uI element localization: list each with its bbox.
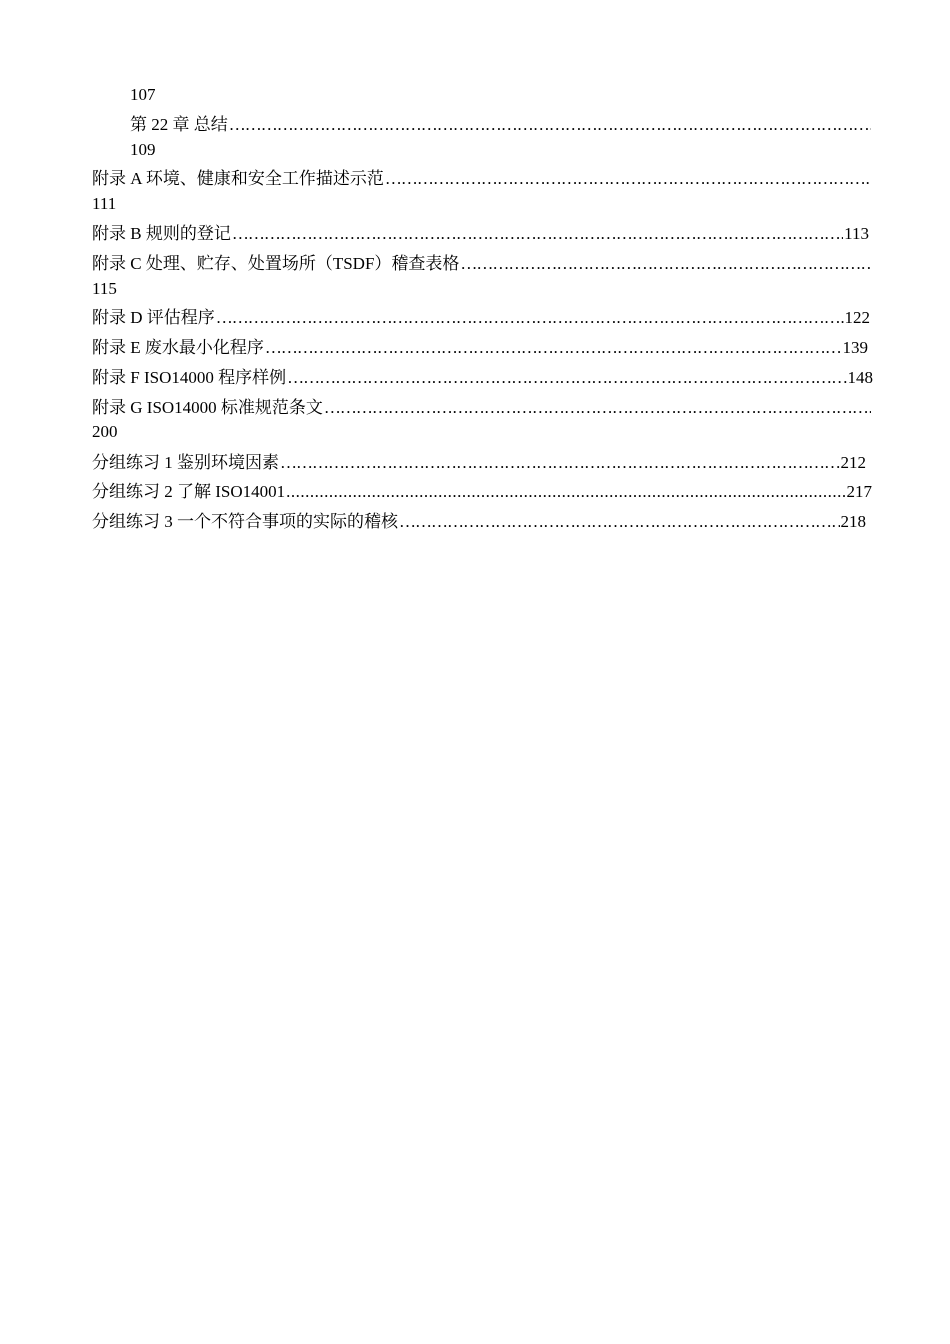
toc-entry-page-number[interactable]: 109 (130, 140, 156, 159)
toc-entry-appendix-g[interactable] (92, 396, 872, 420)
toc-entry-appendix-e[interactable] (92, 336, 868, 360)
toc-entry-page-number: 212 (840, 453, 866, 472)
toc-leader-dots (286, 480, 845, 504)
toc-entry-title: 附录 E 废水最小化程序 (92, 338, 264, 357)
toc-leader-dots (399, 510, 840, 534)
toc-entry-page-number: 113 (844, 224, 869, 243)
toc-entry-page-number[interactable]: 200 (92, 422, 118, 441)
toc-entry-appendix-b[interactable] (92, 222, 869, 246)
toc-leader-dots (385, 167, 871, 191)
toc-entry-appendix-d[interactable] (92, 306, 870, 330)
toc-entry-title: 分组练习 3 一个不符合事项的实际的稽核 (92, 512, 398, 531)
toc-entry-title: 附录 F ISO14000 程序样例 (92, 368, 287, 387)
toc-entry-chapter-22[interactable] (130, 113, 872, 137)
toc-entry-page-number: 217 (846, 482, 872, 501)
toc-entry-appendix-a[interactable] (92, 167, 872, 191)
toc-entry-appendix-c[interactable] (92, 252, 872, 276)
toc-continuation-page-number: 107 (130, 85, 156, 104)
toc-entry-group-exercise-3[interactable] (92, 510, 866, 534)
toc-entry-title: 附录 D 评估程序 (92, 308, 215, 327)
toc-entry-title: 分组练习 1 鉴别环境因素 (92, 453, 279, 472)
toc-entry-page-number[interactable]: 115 (92, 279, 117, 298)
toc-entry-page-number: 139 (842, 338, 868, 357)
toc-entry-group-exercise-1[interactable] (92, 451, 866, 475)
toc-entry-title: 附录 B 规则的登记 (92, 224, 231, 243)
toc-entry-title: 第 22 章 总结 (130, 115, 228, 134)
toc-leader-dots (324, 396, 871, 420)
toc-entry-group-exercise-2[interactable] (92, 480, 872, 504)
toc-entry-page-number[interactable]: 111 (92, 194, 117, 213)
toc-entry-title: 附录 C 处理、贮存、处置场所（TSDF）稽查表格 (92, 254, 460, 273)
toc-entry-title: 分组练习 2 了解 ISO14001 (92, 482, 286, 501)
toc-entry-title: 附录 G ISO14000 标准规范条文 (92, 398, 323, 417)
toc-entry-title: 附录 A 环境、健康和安全工作描述示范 (92, 169, 384, 188)
toc-leader-dots (460, 252, 871, 276)
toc-leader-dots (229, 113, 871, 137)
toc-leader-dots (265, 336, 842, 360)
toc-leader-dots (216, 306, 844, 330)
toc-entry-page-number: 218 (840, 512, 866, 531)
toc-leader-dots (232, 222, 843, 246)
toc-entry-page-number: 122 (844, 308, 870, 327)
toc-leader-dots (280, 451, 840, 475)
toc-leader-dots (287, 366, 846, 390)
toc-entry-appendix-f[interactable] (92, 366, 873, 390)
toc-entry-page-number: 148 (847, 368, 873, 387)
